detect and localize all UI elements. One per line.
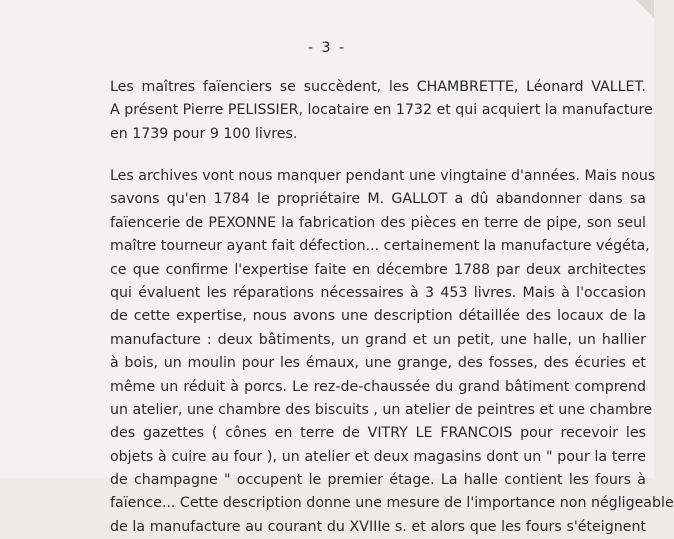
text-line: savons qu'en 1784 le propriétaire M. GALLOT a dû abandonner dans sa — [110, 191, 646, 208]
text-line: de champagne " occupent le premier étage. La halle contient les fours à — [110, 472, 646, 489]
page-number: - 3 - — [307, 40, 347, 56]
folded-corner — [636, 0, 654, 18]
text-line: un atelier, une chambre des biscuits , un atelier de peintres et une chambre — [110, 401, 653, 418]
paragraph-2 — [110, 165, 674, 539]
text-line: maître tourneur ayant fait défection... certainement la manufacture végéta, — [110, 238, 650, 255]
text-line: A présent Pierre PELISSIER, locataire en 1732 et qui acquiert la manufacture — [110, 102, 653, 119]
text-line: de cette expertise, nous avons une description détaillée des locaux de la — [110, 308, 646, 325]
text-line: à bois, un moulin pour les émaux, une grange, des fosses, des écuries et — [110, 355, 646, 372]
text-line: faïencerie de PEXONNE la fabrication des pièces en terre de pipe, son seul — [110, 214, 646, 231]
text-line: faïence... Cette description donne une mesure de l'importance non négligeable — [110, 495, 674, 512]
text-line: Les maîtres faïenciers se succèdent, les CHAMBRETTE, Léonard VALLET. — [110, 79, 646, 95]
paragraph-1 — [110, 76, 653, 146]
text-line: objets à cuire au four ), un atelier et deux magasins dont un " pour la terre — [110, 448, 646, 465]
text-line: de la manufacture au courant du XVIIIe s. et alors que les fours s'éteignent — [110, 518, 646, 535]
text-line: en 1739 pour 9 100 livres. — [110, 125, 298, 142]
text-line: Les archives vont nous manquer pendant une vingtaine d'années. Mais nous — [110, 168, 656, 184]
text-line: ce que confirme l'expertise faite en décembre 1788 par deux architectes — [110, 261, 646, 278]
text-line: qui évaluent les réparations nécessaires à 3 453 livres. Mais à l'occasion — [110, 284, 646, 301]
text-line: manufacture : deux bâtiments, un grand et un petit, une halle, un hallier — [110, 331, 646, 348]
text-line: même un réduit à porcs. Le rez-de-chaussée du grand bâtiment comprend — [110, 378, 646, 395]
text-line: des gazettes ( cônes en terre de VITRY LE FRANCOIS pour recevoir les — [110, 425, 646, 442]
